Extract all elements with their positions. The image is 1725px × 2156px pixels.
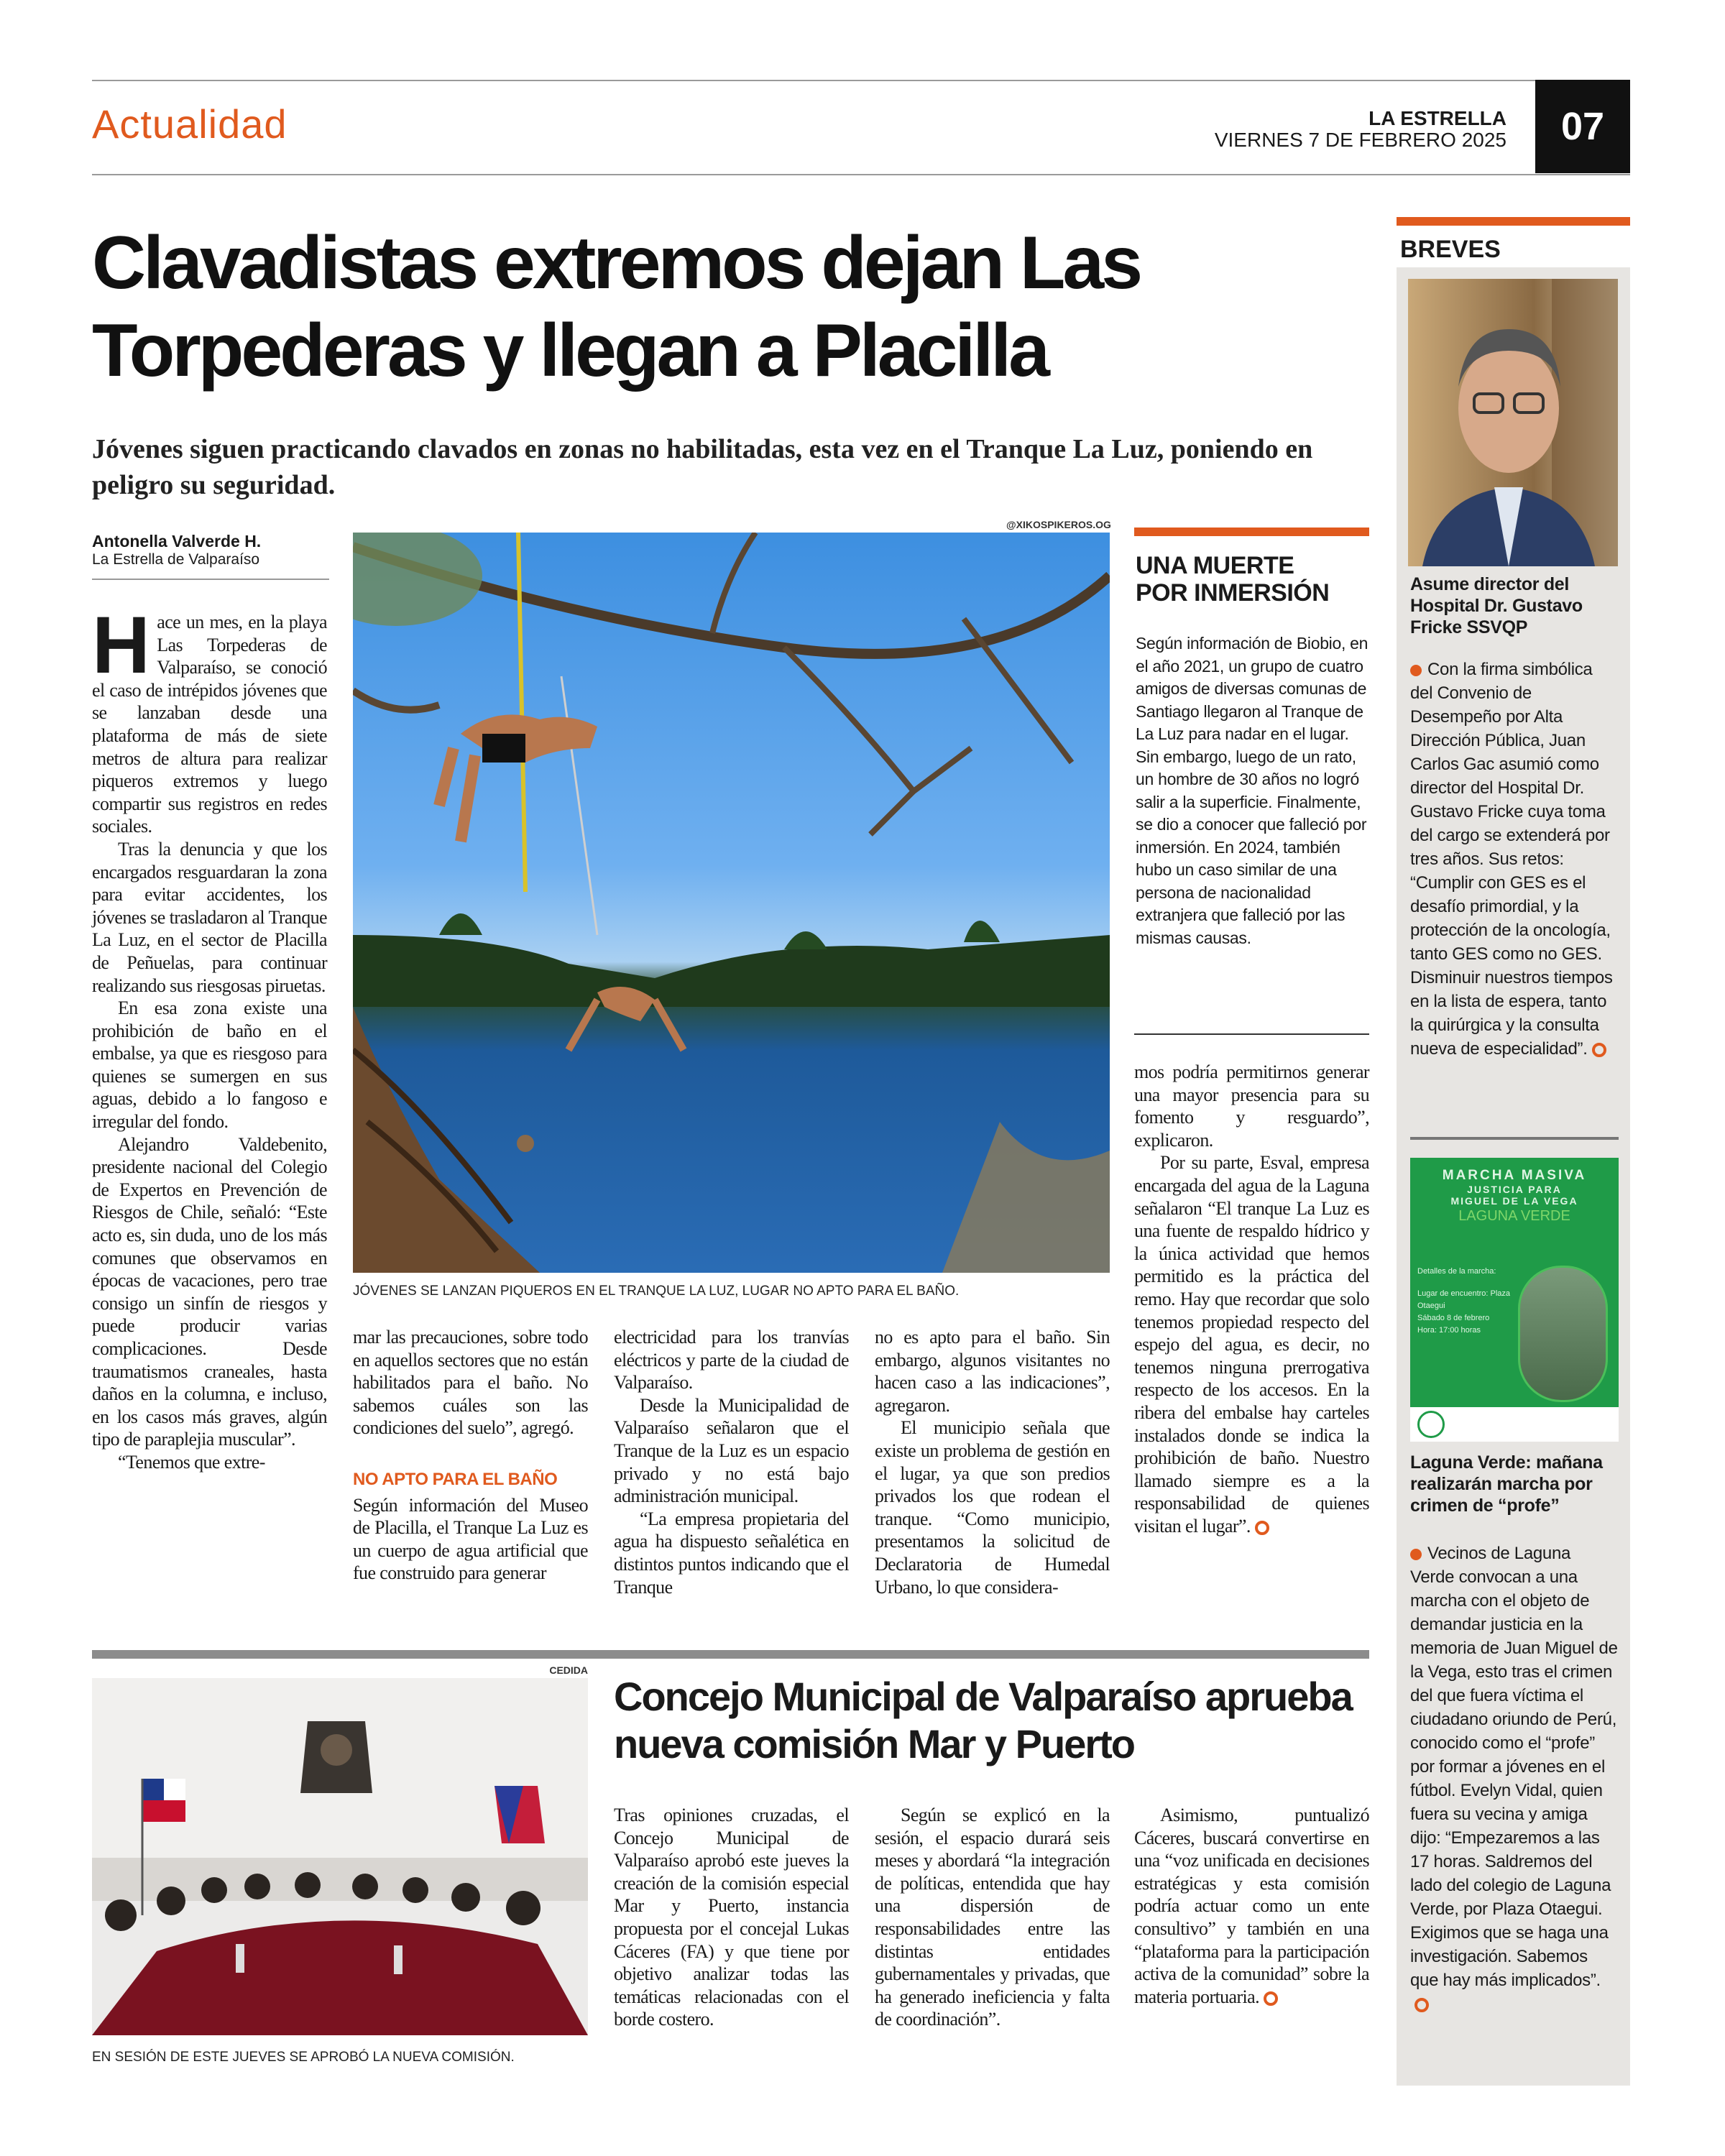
poster-place: Lugar de encuentro: Plaza Otaegui [1417,1289,1511,1310]
article-column-4 [875,1326,1110,1598]
box-text: Según información de Biobio, en el año 2021, un grupo de cuatro amigos de diversas comunas de Santiago llegaron al Tranque de La Luz para nadar en el lugar. Sin embargo, luego de un rato, un hombre de 30 años no logró salir a la superficie. Finalmente, se dio a conocer que falleció por inmersión. En 2024, también hubo un caso similar de una persona de nacionalidad extranjera que falleció por las mismas causas. [1136,634,1368,947]
second-article-column-2 [875,1804,1110,2031]
paragraph: Asimismo, puntualizó Cáceres, buscará convertirse en una “voz unificada en decisiones estratégicas y esta comisión podría actuar como un ente consultivo” y también en una “plataforma para la participación activa de la comunidad” sobre la materia portuaria. [1134,1805,1369,2007]
masthead [1215,108,1506,151]
paragraph: Tras la denuncia y que los encargados resguardaran la zona para evitar accidentes, los jóvenes se trasladaron al Tranque La Luz, en el sector de Placilla de Peñuelas, para continuar realizando sus riesgosas piruetas. [92,838,327,996]
paragraph: no es apto para el baño. Sin embargo, algunos visitantes no hacen caso a las indicaciones”, agregaron. [875,1327,1110,1416]
paragraph: Tras opiniones cruzadas, el Concejo Municipal de Valparaíso aprobó este jueves la creación de la comisión especial Mar y Puerto, instancia propuesta por el concejal Lukas Cáceres (FA) y que tiene por objetivo analizar todas las temáticas relacionadas con el borde costero. [614,1805,849,2030]
paragraph: El municipio señala que existe un problema de gestión en el lugar, ya que son predios privados los que rodean el tranque. “Como municipio, presentamos la solicitud de Declaratoria de Humedal Urbano, lo que considera- [875,1417,1110,1598]
byline-rule [92,579,329,580]
issue-date: VIERNES 7 DE FEBRERO 2025 [1214,129,1506,151]
paragraph: Alejandro Valdebenito, presidente nacional del Colegio de Expertos en Prevención de Riesgos de Chile, señaló: “Este acto es, sin duda, uno de los más comunes que observamos en épocas de vacaciones, pero trae consigo un sinfín de riesgos y puede producir varias complicaciones. Desde traumatismos craneales, hasta daños en la columna, e incluso, en los casos más graves, algún tipo de paraplejia muscular”. [92,1133,327,1450]
paragraph: mar las precauciones, sobre todo en aquellos sectores que no están habilitados para el baño. No sabemos cuáles son las condiciones del suelo”, agregó. [353,1327,588,1439]
end-mark-icon [1255,1521,1269,1535]
diving-scene [353,533,1110,1273]
poster-line: MARCHA MASIVA [1442,1168,1587,1183]
council-scene [92,1678,588,2035]
poster-day: Sábado 8 de febrero [1417,1314,1490,1322]
brief-title-1: Asume director del Hospital Dr. Gustavo Fricke SSVQP [1410,574,1583,637]
byline [92,532,329,580]
subheading: NO APTO PARA EL BAÑO [353,1469,558,1489]
brief-title-2: Laguna Verde: mañana realizarán marcha por crimen de “profe” [1410,1452,1603,1516]
paragraph: mos podría permitirnos generar una mayor presencia para su fomento y resguardo”, explicaron. [1134,1061,1369,1151]
poster-line: JUSTICIA PARA [1467,1184,1562,1195]
brief-text-2: Vecinos de Laguna Verde convocan a una marcha con el objeto de demandar justicia en la memoria de Juan Miguel de la Vega, esto tras el crimen del que fuera víctima el ciudadano oriundo de Perú, conocido como el “profe” por formar a jóvenes en el fútbol. Evelyn Vidal, quien fuera su vecina y amiga dijo: “Empezaremos a las 17 horas. Saldremos del lado del colegio de Laguna Verde, por Plaza Otaegui. Exigimos que se haga una investigación. Sabemos que hay más implicados”. [1410,1542,1619,2016]
paragraph: Por su parte, Esval, empresa encargada del agua de la Laguna señalaron “El tranque La Luz es una fuente de respaldo hídrico y la única actividad que hemos permitido es la práctica del remo. Hay que recordar que solo tenemos propiedad respecto del espejo del agua, es decir, no tenemos ninguna prerrogativa respecto de los accesos. En la ribera del embalse hay carteles instalados donde se indica la prohibición de baño. Nuestro llamado siempre es a la responsabilidad de quienes visitan el lugar”. [1134,1152,1369,1537]
article-separator [92,1650,1369,1659]
paragraph: “Tenemos que extre- [118,1451,265,1473]
poster-time: Hora: 17:00 horas [1417,1326,1481,1335]
end-mark-icon [1592,1043,1606,1057]
end-mark-icon [1264,1991,1278,2006]
main-dek: Jóvenes siguen practicando clavados en zonas no habilitadas, esta vez en el Tranque La Luz, poniendo en peligro su seguridad. [92,434,1313,500]
article-column-2 [353,1326,588,1585]
poster-details-label: Detalles de la marcha: [1417,1267,1496,1276]
paper-name: LA ESTRELLA [1368,107,1506,129]
photo-caption: JÓVENES SE LANZAN PIQUEROS EN EL TRANQUE LA LUZ, LUGAR NO APTO PARA EL BAÑO. [353,1284,960,1299]
poster-footer [1410,1407,1619,1442]
second-article-column-1 [614,1804,849,2031]
main-headline: Clavadistas extremos dejan Las Torpederas y llegan a Placilla [92,221,1141,392]
paragraph: Según se explicó en la sesión, el espacio durará seis meses y abordará “la integración de políticas, entendida que hay una dispersión de responsabilidades entre las distintas entidades gubernamentales y privadas, que ha generado ineficiencia y falta de coordinación”. [875,1805,1110,2030]
poster-line: MIGUEL DE LA VEGA [1450,1195,1578,1207]
photo-credit-2: CEDIDA [549,1664,588,1676]
section-title: Actualidad [92,101,288,147]
article-column-1 [92,600,327,1474]
paragraph: En esa zona existe una prohibición de baño en el embalse, ya que es riesgoso para quienes se sumergen en sus aguas, debido a lo fangoso e irregular del fondo. [92,998,327,1133]
second-article-column-3 [1134,1804,1369,2008]
author: Antonella Valverde H. [92,532,262,550]
box-title: UNA MUERTE POR INMERSIÓN [1136,552,1330,607]
paragraph: Hace un mes, en la playa Las Torpederas de Valparaíso, se conoció el caso de intrépidos jóvenes que se lanzaban desde una plataforma de más de siete metros de altura para realizar piqueros extremos y luego compartir sus registros en redes sociales. [92,600,327,837]
box-accent-bar [1134,528,1369,536]
end-mark-icon [1414,1998,1429,2012]
brief-text-1: Con la firma simbólica del Convenio de Desempeño por Alta Dirección Pública, Juan Carlos Gac asumió como director del Hospital Dr. Gustavo Fricke cuya toma del cargo se extenderá por tres años. Sus retos: “Cumplir con GES es el desafío primordial, y la protección de la oncología, tanto GES como no GES. Disminuir nuestros tiempos en la lista de espera, tanto la quirúrgica y la consulta nueva de especialidad”. [1410,660,1613,1059]
article-column-5 [1134,1061,1369,1537]
second-headline: Concejo Municipal de Valparaíso aprueba nueva comisión Mar y Puerto [614,1674,1352,1766]
poster-details [1417,1266,1511,1337]
paragraph: Según información del Museo de Placilla, el Tranque La Luz es un cuerpo de agua artificial que fue construido para generar [353,1494,588,1584]
paragraph: Desde la Municipalidad de Valparaíso señalaron que el Tranque de la Luz es un espacio privado y no está bajo administración municipal. [614,1394,849,1507]
paragraph: electricidad para los tranvías eléctricos y parte de la ciudad de Valparaíso. [614,1327,849,1393]
poster-photo [1518,1266,1608,1402]
top-rule [92,80,1535,81]
photo-credit: @XIKOSPIKEROS.OG [1006,519,1111,530]
council-photo [92,1678,588,2035]
portrait [1408,279,1618,566]
sidebar-header: BREVES [1400,236,1501,263]
main-photo [353,533,1110,1273]
bullet-icon [1410,1549,1422,1560]
march-poster [1410,1158,1619,1442]
director-portrait [1408,279,1618,566]
photo-caption-2: EN SESIÓN DE ESTE JUEVES SE APROBÓ LA NUEVA COMISIÓN. [92,2050,515,2065]
page-number: 07 [1535,80,1630,173]
header-rule [92,174,1630,175]
sidebar-accent-bar [1397,217,1630,226]
box-rule [1134,1033,1369,1035]
poster-line: LAGUNA VERDE [1458,1208,1570,1224]
outlet: La Estrella de Valparaíso [92,551,260,568]
paragraph: “La empresa propietaria del agua ha dispuesto señalética en distintos puntos indicando que el Tranque [614,1508,849,1598]
drop-cap: H [92,600,150,690]
article-column-3 [614,1326,849,1598]
sidebar-divider [1410,1137,1619,1140]
logo-icon [1417,1411,1445,1438]
bullet-icon [1410,665,1422,676]
